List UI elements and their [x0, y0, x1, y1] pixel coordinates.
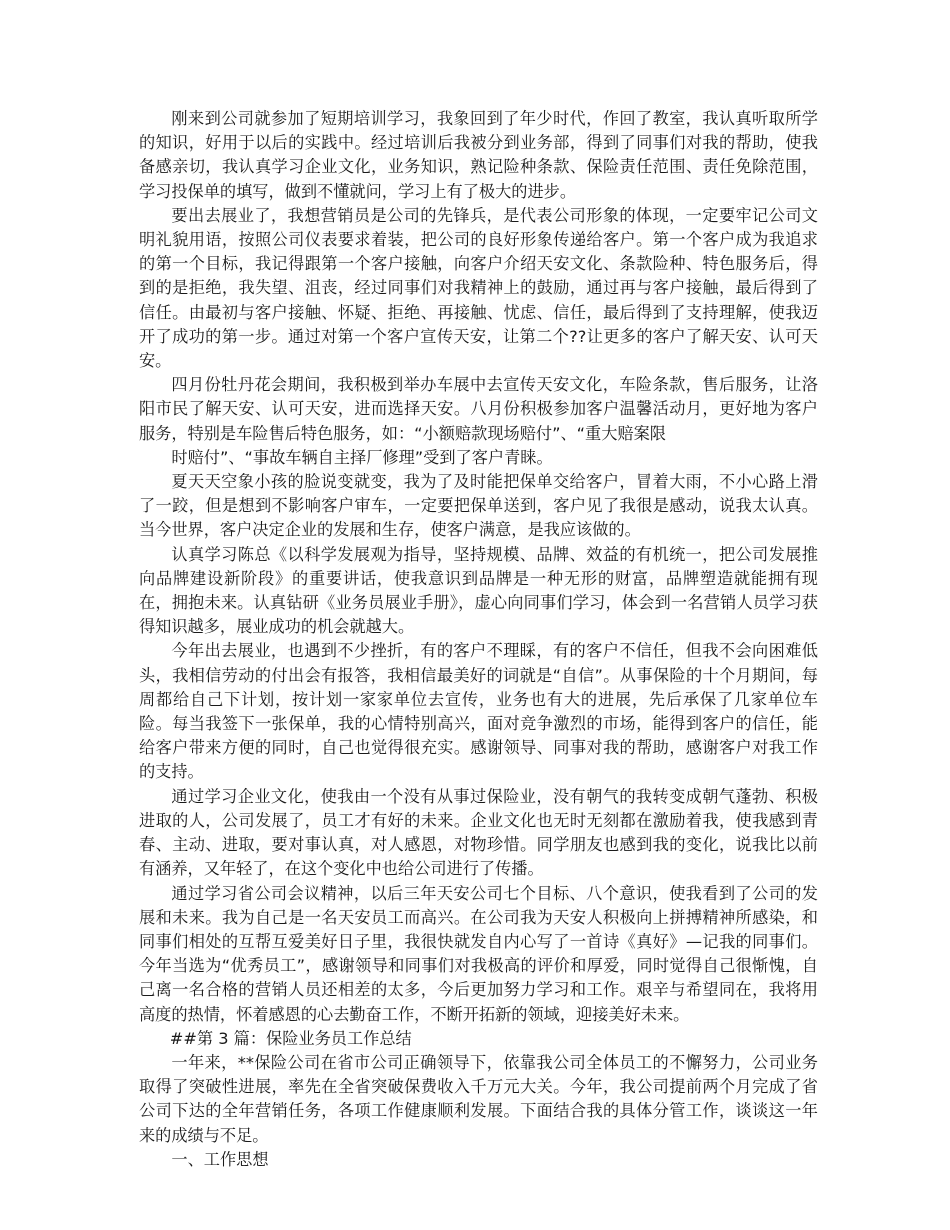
paragraph-summer-rain: 夏天天空象小孩的脸说变就变，我为了及时能把保单交给客户，冒着大雨，不小心路上滑了一跤，但是想到不影响客户审车，一定要把保单送到，客户见了我很是感动，说我太认真。当今世界，客户决定企业的发展和生存，使客户满意，是我应该做的。: [139, 472, 818, 540]
section-heading: ##第 3 篇：保险业务员工作总结: [169, 1028, 412, 1048]
paragraph-annual-summary: 一年来，**保险公司在省市公司正确领导下，依靠我公司全体员工的不懈努力，公司业务取得了突破性进展，率先在全省突破保费收入千万元大关。今年，我公司提前两个月完成了省公司下达的全年营销任务，各项工作健康顺利发展。下面结合我的具体分管工作，谈谈这一年来的成绩与不足。: [139, 1052, 818, 1145]
paragraph-peony-festival: 四月份牡丹花会期间，我积极到举办车展中去宣传天安文化，车险条款，售后服务，让洛阳市民了解天安、认可天安，进而选择天安。八月份积极参加客户温馨活动月，更好地为客户服务，特别是车险售后特色服务，如：“小额赔款现场赔付”、“重大赔案限: [139, 375, 818, 443]
paragraph-training: 刚来到公司就参加了短期培训学习，我象回到了年少时代，作回了教室，我认真听取所学的知识，好用于以后的实践中。经过培训后我被分到业务部，得到了同事们对我的帮助，使我备感亲切，我认真学习企业文化，业务知识，熟记险种条款、保险责任范围、责任免除范围，学习投保单的填写，做到不懂就问，学习上有了极大的进步。: [139, 109, 818, 201]
paragraph-peony-festival-continued: 时赔付”、“事故车辆自主择厂修理”受到了客户青睐。: [171, 447, 553, 467]
subheading-work-thinking: 一、工作思想: [171, 1149, 269, 1169]
paragraph-brand-study: 认真学习陈总《以科学发展观为指导，坚持规模、品牌、效益的有机统一，把公司发展推向品牌建设新阶段》的重要讲话，使我意识到品牌是一种无形的财富，品牌塑造就能拥有现在，拥抱未来。认真钻研《业务员展业手册》，虚心向同事们学习，体会到一名营销人员学习获得知识越多，展业成功的机会就越大。: [139, 544, 818, 637]
paragraph-corporate-culture: 通过学习企业文化，使我由一个没有从事过保险业，没有朝气的我转变成朝气蓬勃、积极进取的人，公司发展了，员工才有好的未来。企业文化也无时无刻都在激励着我，使我感到青春、主动、进取，要对事认真，对人感恩，对物珍惜。同学朋友也感到我的变化，说我比以前有涵养，又年轻了，在这个变化中也给公司进行了传播。: [139, 786, 818, 879]
paragraph-first-client: 要出去展业了，我想营销员是公司的先锋兵，是代表公司形象的体现，一定要牢记公司文明礼貌用语，按照公司仪表要求着装，把公司的良好形象传递给客户。第一个客户成为我追求的第一个目标，我记得跟第一个客户接触，向客户介绍天安文化、条款险种、特色服务后，得到的是拒绝，我失望、沮丧，经过同事们对我精神上的鼓励，通过再与客户接触，最后得到了信任。由最初与客户接触、怀疑、拒绝、再接触、忧虑、信任，最后得到了支持理解，使我迈开了成功的第一步。通过对第一个客户宣传天安，让第二个??让更多的客户了解天安、认可天安。: [139, 205, 818, 371]
paragraph-provincial-meeting: 通过学习省公司会议精神，以后三年天安公司七个目标、八个意识，使我看到了公司的发展和未来。我为自己是一名天安员工而高兴。在公司我为天安人积极向上拼搏精神所感染，和同事们相处的互帮互爱美好日子里，我很快就发自内心写了一首诗《真好》—记我的同事们。今年当选为“优秀员工”，感谢领导和同事们对我极高的评价和厚爱，同时觉得自己很惭愧，自己离一名合格的营销人员还相差的太多，今后更加努力学习和工作。艰辛与希望同在，我将用高度的热情，怀着感恩的心去勤奋工作，不断开拓新的领域，迎接美好未来。: [139, 883, 818, 1024]
paragraph-setbacks: 今年出去展业，也遇到不少挫折，有的客户不理睬，有的客户不信任，但我不会向困难低头，我相信劳动的付出会有报答，我相信最美好的词就是“自信”。从事保险的十个月期间，每周都给自己下计划，按计划一家家单位去宣传，业务也有大的进展，先后承保了几家单位车险。每当我签下一张保单，我的心情特别高兴，面对竞争激烈的市场，能得到客户的信任，能给客户带来方便的同时，自己也觉得很充实。感谢领导、同事对我的帮助，感谢客户对我工作的支持。: [139, 641, 818, 782]
